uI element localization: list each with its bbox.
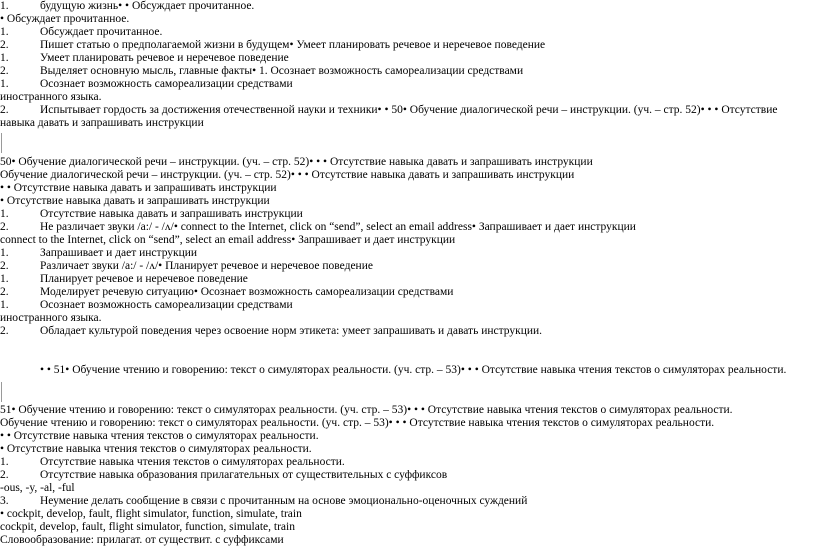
text-line: • Отсутствие навыка чтения текстов о симуляторах реальности. bbox=[0, 443, 312, 455]
list-item: 2. Различает звуки /a:/ - /ʌ/• Планирует речевое и неречевое поведение bbox=[0, 260, 373, 272]
text-cursor bbox=[1, 133, 2, 153]
text-line: иностранного языка. bbox=[0, 312, 102, 324]
text-line: • Отсутствие навыка давать и запрашивать инструкции bbox=[0, 195, 270, 207]
list-item: 1. Умеет планировать речевое и неречевое поведение bbox=[0, 52, 289, 64]
list-item: 2. Испытывает гордость за достижения отечественной науки и техники• • 50• Обучение диалогической речи – инструкции. (уч. – стр. 52)• • • Отсутствие bbox=[0, 104, 778, 116]
list-item: 2. Пишет статью о предполагаемой жизни в будущем• Умеет планировать речевое и неречевое поведение bbox=[0, 39, 546, 51]
text-line: connect to the Internet, click on “send”, select an email address• Запрашивает и дает инструкции bbox=[0, 234, 456, 246]
list-item: 1. Планирует речевое и неречевое поведение bbox=[0, 273, 248, 285]
list-item: 2. Моделирует речевую ситуацию• Осознает возможность самореализации средствами bbox=[0, 286, 454, 298]
text-line: • • Отсутствие навыка давать и запрашивать инструкции bbox=[0, 182, 277, 194]
list-item: 2. Выделяет основную мысль, главные факты• 1. Осознает возможность самореализации средствами bbox=[0, 65, 524, 77]
list-item: 1. Осознает возможность самореализации средствами bbox=[0, 78, 293, 90]
text-line: -ous, -y, -al, -ful bbox=[0, 482, 75, 494]
text-cursor bbox=[1, 382, 2, 402]
list-item: 1. Отсутствие навыка чтения текстов о симуляторах реальности. bbox=[0, 456, 345, 468]
text-line: 50• Обучение диалогической речи – инструкции. (уч. – стр. 52)• • • Отсутствие навыка давать и запрашивать инструкции bbox=[0, 156, 593, 168]
list-item: 1. Обсуждает прочитанное. bbox=[0, 26, 163, 38]
text-line: Обучение чтению и говорению: текст о симуляторах реальности. (уч. стр. – 53)• • • Отсутствие навыка чтения текстов о симуляторах реальности. bbox=[0, 417, 715, 429]
list-item: 1. Отсутствие навыка давать и запрашивать инструкции bbox=[0, 208, 303, 220]
text-line: • Обсуждает прочитанное. bbox=[0, 13, 130, 25]
list-item: 2. Обладает культурой поведения через освоение норм этикета: умеет запрашивать и давать инструкции. bbox=[0, 325, 543, 337]
list-item: 2. Отсутствие навыка образования прилагательных от существительных с суффиксов bbox=[0, 469, 448, 481]
text-line: 51• Обучение чтению и говорению: текст о симуляторах реальности. (уч. стр. – 53)• • • Отсутствие навыка чтения текстов о симуляторах реальности. bbox=[0, 404, 733, 416]
text-line: навыка давать и запрашивать инструкции bbox=[0, 117, 204, 129]
text-line: Обучение диалогической речи – инструкции. (уч. – стр. 52)• • • Отсутствие навыка давать и запрашивать инструкции bbox=[0, 169, 575, 181]
text-line: cockpit, develop, fault, flight simulator, function, simulate, train bbox=[0, 521, 295, 533]
list-item: 2. Не различает звуки /a:/ - /ʌ/• connect to the Internet, click on “send”, select an email address• Запрашивает и дает инструкции bbox=[0, 221, 636, 233]
text-line: • • 51• Обучение чтению и говорению: текст о симуляторах реальности. (уч. стр. – 53)• • • Отсутствие навыка чтения текстов о симуляторах реальности. bbox=[40, 364, 787, 376]
text-line: Словообразование: прилагат. от существит. с суффиксами bbox=[0, 534, 284, 546]
list-item: 1. будущую жизнь• • Обсуждает прочитанное. bbox=[0, 0, 255, 12]
list-item: 3. Неумение делать сообщение в связи с прочитанным на основе эмоционально-оценочных суждений bbox=[0, 495, 528, 507]
list-item: 1. Запрашивает и дает инструкции bbox=[0, 247, 198, 259]
text-line: • cockpit, develop, fault, flight simulator, function, simulate, train bbox=[0, 508, 302, 520]
text-line: иностранного языка. bbox=[0, 91, 102, 103]
list-item: 1. Осознает возможность самореализации средствами bbox=[0, 299, 293, 311]
text-line: • • Отсутствие навыка чтения текстов о симуляторах реальности. bbox=[0, 430, 319, 442]
